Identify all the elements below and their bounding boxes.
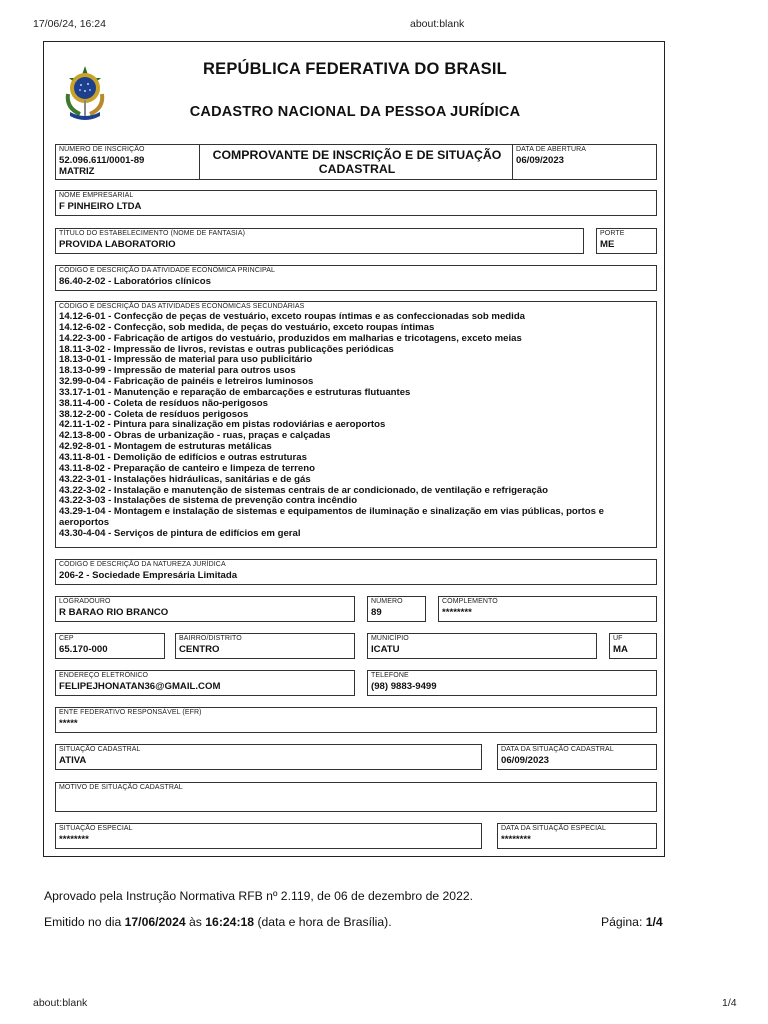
- list-item: 43.11-8-01 - Demolição de edifícios e outras estruturas: [59, 451, 307, 463]
- print-footer-url: about:blank: [33, 997, 88, 1009]
- numero-box: [367, 596, 426, 622]
- telefone-value: (98) 9883-9499: [371, 681, 437, 692]
- list-item: 43.22-3-02 - Instalação e manutenção de sistemas centrais de ar condicionado, de ventilação e refrigeração: [59, 484, 548, 496]
- situacao-cadastral-value: ATIVA: [59, 755, 87, 766]
- situacao-especial-box: [55, 823, 482, 849]
- list-item: 18.13-0-99 - Impressão de material para outros usos: [59, 365, 296, 377]
- list-item: 38.11-4-00 - Coleta de resíduos não-perigosos: [59, 397, 268, 409]
- municipio-label: MUNICÍPIO: [371, 635, 409, 642]
- list-item: 43.22-3-01 - Instalações hidráulicas, sanitárias e de gás: [59, 473, 311, 485]
- natureza-juridica-value: 206-2 - Sociedade Empresária Limitada: [59, 570, 238, 581]
- bairro-label: BAIRRO/DISTRITO: [179, 635, 242, 642]
- pagina-label: Página:: [601, 915, 646, 929]
- nome-empresarial-box: [55, 190, 657, 216]
- complemento-value: ********: [442, 607, 472, 618]
- complemento-label: COMPLEMENTO: [442, 598, 498, 605]
- emitido-mid: às: [185, 915, 206, 929]
- email-box: [55, 670, 355, 696]
- atividades-secundarias-label: CÓDIGO E DESCRIÇÃO DAS ATIVIDADES ECONÔMICAS SECUNDÁRIAS: [59, 303, 305, 310]
- list-item: 43.11-8-02 - Preparação de canteiro e limpeza de terreno: [59, 462, 315, 474]
- comprovante-line1: COMPROVANTE DE INSCRIÇÃO E DE SITUAÇÃO: [212, 148, 502, 162]
- telefone-box: [367, 670, 657, 696]
- data-situacao-especial-value: ********: [501, 834, 531, 845]
- data-situacao-value: 06/09/2023: [501, 755, 550, 766]
- cep-value: 65.170-000: [59, 644, 108, 655]
- footer-pagina: [601, 915, 663, 929]
- efr-box: [55, 707, 657, 733]
- data-situacao-box: [497, 744, 657, 770]
- document-frame: [43, 41, 665, 857]
- cep-box: [55, 633, 165, 659]
- emitido-suffix: (data e hora de Brasília).: [254, 915, 392, 929]
- bairro-box: [175, 633, 355, 659]
- list-item: 14.22-3-00 - Fabricação de artigos do vestuário, produzidos em malharias e tricotagens, exceto meias: [59, 332, 522, 344]
- situacao-cadastral-label: SITUAÇÃO CADASTRAL: [59, 746, 141, 753]
- cep-label: CEP: [59, 635, 74, 642]
- list-item: 43.29-1-04 - Montagem e instalação de sistemas e equipamentos de iluminação e sinalização em vias públicas, portos e aeroportos: [59, 506, 604, 529]
- atividade-principal-label: CÓDIGO E DESCRIÇÃO DA ATIVIDADE ECONÔMICA PRINCIPAL: [59, 267, 276, 274]
- list-item: 14.12-6-02 - Confecção, sob medida, de peças do vestuário, exceto roupas íntimas: [59, 321, 435, 333]
- pagina-value: 1/4: [645, 915, 663, 929]
- uf-box: [609, 633, 657, 659]
- comprovante-box: [199, 144, 513, 180]
- bairro-value: CENTRO: [179, 644, 220, 655]
- nome-fantasia-box: [55, 228, 584, 254]
- numero-inscricao-label: NÚMERO DE INSCRIÇÃO: [59, 146, 145, 153]
- efr-label: ENTE FEDERATIVO RESPONSÁVEL (EFR): [59, 709, 202, 716]
- uf-label: UF: [613, 635, 623, 642]
- numero-label: NÚMERO: [371, 598, 403, 605]
- list-item: 42.92-8-01 - Montagem de estruturas metálicas: [59, 441, 272, 453]
- print-title: about:blank: [410, 18, 465, 30]
- list-item: 33.17-1-01 - Manutenção e reparação de embarcações e estruturas flutuantes: [59, 386, 411, 398]
- numero-inscricao-box: [55, 144, 200, 180]
- list-item: 14.12-6-01 - Confecção de peças de vestuário, exceto roupas íntimas e as confeccionadas sob medida: [59, 311, 526, 322]
- email-label: ENDEREÇO ELETRÔNICO: [59, 672, 149, 679]
- list-item: 32.99-0-04 - Fabricação de painéis e letreiros luminosos: [59, 376, 314, 388]
- comprovante-line2: CADASTRAL: [318, 162, 396, 176]
- porte-value: ME: [600, 239, 615, 250]
- municipio-value: ICATU: [371, 644, 400, 655]
- data-situacao-especial-box: [497, 823, 657, 849]
- municipio-box: [367, 633, 597, 659]
- situacao-especial-value: ********: [59, 834, 89, 845]
- data-abertura-box: [512, 144, 657, 180]
- atividades-secundarias-list: [59, 312, 653, 540]
- atividades-secundarias-box: [55, 301, 657, 548]
- nome-fantasia-value: PROVIDA LABORATORIO: [59, 239, 176, 250]
- atividade-principal-value: 86.40-2-02 - Laboratórios clínicos: [59, 276, 211, 287]
- logradouro-value: R BARAO RIO BRANCO: [59, 607, 169, 618]
- nome-empresarial-label: NOME EMPRESARIAL: [59, 192, 134, 199]
- logradouro-label: LOGRADOURO: [59, 598, 111, 605]
- list-item: 43.22-3-03 - Instalações de sistema de prevenção contra incêndio: [59, 495, 358, 507]
- nome-fantasia-label: TÍTULO DO ESTABELECIMENTO (NOME DE FANTASIA): [59, 230, 246, 237]
- natureza-juridica-label: CÓDIGO E DESCRIÇÃO DA NATUREZA JURÍDICA: [59, 561, 226, 568]
- print-footer-page: 1/4: [722, 997, 737, 1009]
- numero-value: 89: [371, 607, 382, 618]
- list-item: 18.11-3-02 - Impressão de livros, revistas e outras publicações periódicas: [59, 343, 394, 355]
- list-item: 18.13-0-01 - Impressão de material para uso publicitário: [59, 354, 313, 366]
- title-republica: REPÚBLICA FEDERATIVA DO BRASIL: [203, 60, 507, 78]
- atividade-principal-box: [55, 265, 657, 291]
- footer-emitido: [44, 915, 392, 929]
- logradouro-box: [55, 596, 355, 622]
- porte-box: [596, 228, 657, 254]
- footer-aprovado: Aprovado pela Instrução Normativa RFB nº 2.119, de 06 de dezembro de 2022.: [44, 889, 474, 903]
- list-item: 42.13-8-00 - Obras de urbanização - ruas, praças e calçadas: [59, 430, 331, 442]
- data-situacao-label: DATA DA SITUAÇÃO CADASTRAL: [501, 746, 614, 753]
- data-situacao-especial-label: DATA DA SITUAÇÃO ESPECIAL: [501, 825, 606, 832]
- motivo-label: MOTIVO DE SITUAÇÃO CADASTRAL: [59, 784, 183, 791]
- data-abertura-value: 06/09/2023: [516, 155, 565, 166]
- title-cadastro: CADASTRO NACIONAL DA PESSOA JURÍDICA: [189, 104, 521, 120]
- efr-value: *****: [59, 718, 78, 729]
- email-value: FELIPEJHONATAN36@GMAIL.COM: [59, 681, 221, 692]
- nome-empresarial-value: F PINHEIRO LTDA: [59, 201, 142, 212]
- motivo-box: [55, 782, 657, 812]
- uf-value: MA: [613, 644, 628, 655]
- situacao-especial-label: SITUAÇÃO ESPECIAL: [59, 825, 133, 832]
- inscricao-tipo: MATRIZ: [59, 166, 95, 177]
- porte-label: PORTE: [600, 230, 625, 237]
- list-item: 38.12-2-00 - Coleta de resíduos perigosos: [59, 408, 249, 420]
- emitido-date: 17/06/2024: [124, 915, 186, 929]
- emitido-time: 16:24:18: [205, 915, 255, 929]
- data-abertura-label: DATA DE ABERTURA: [516, 146, 587, 153]
- print-datetime: 17/06/24, 16:24: [33, 18, 106, 30]
- list-item: 43.30-4-04 - Serviços de pintura de edifícios em geral: [59, 527, 301, 539]
- list-item: 42.11-1-02 - Pintura para sinalização em pistas rodoviárias e aeroportos: [59, 419, 386, 431]
- telefone-label: TELEFONE: [371, 672, 409, 679]
- complemento-box: [438, 596, 657, 622]
- numero-inscricao-value: 52.096.611/0001-89: [59, 155, 145, 166]
- emitido-prefix: Emitido no dia: [44, 915, 125, 929]
- natureza-juridica-box: [55, 559, 657, 585]
- situacao-cadastral-box: [55, 744, 482, 770]
